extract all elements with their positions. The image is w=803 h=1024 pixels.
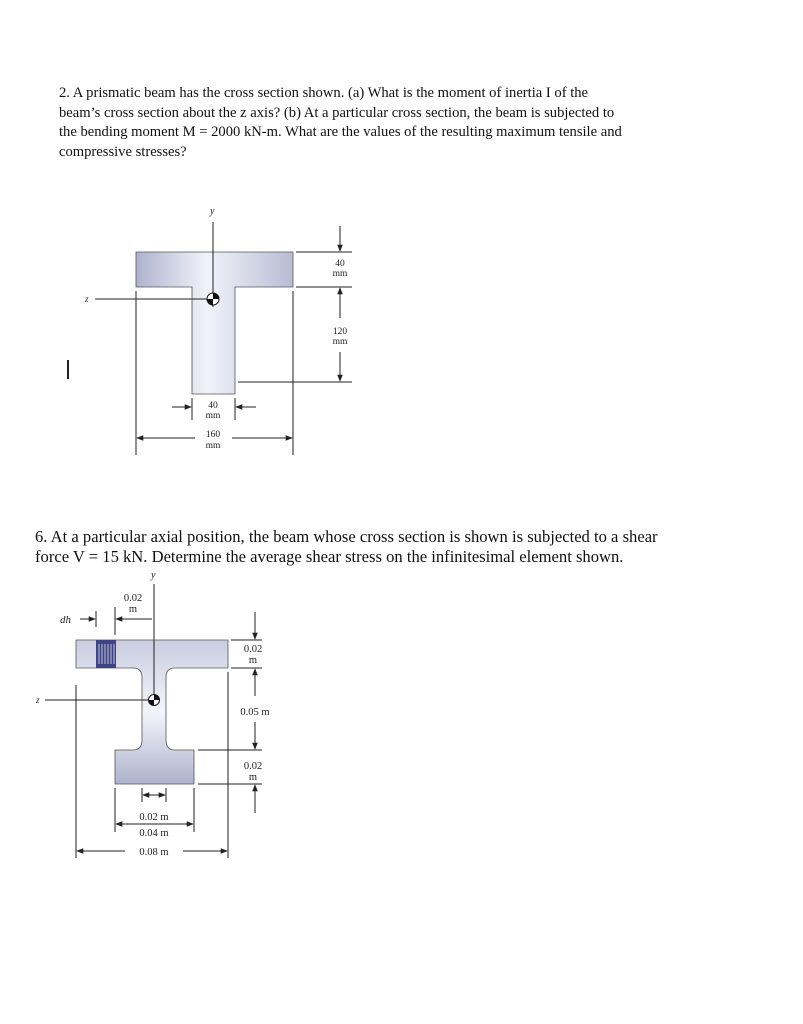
- problem-2-line-1: 2. A prismatic beam has the cross section shown. (a) What is the moment of inertia I of the: [59, 85, 589, 101]
- flange-thickness-unit: mm: [332, 269, 348, 279]
- figure-2-i-section: [35, 570, 270, 858]
- flange-thickness-value: 40: [335, 259, 345, 269]
- bottom-flange-unit: m: [248, 772, 258, 783]
- problem-6-line-2: force V = 15 kN. Determine the average shear stress on the infinitesimal element shown.: [35, 547, 624, 566]
- problem-2-line-4: compressive stresses?: [59, 143, 187, 160]
- top-offset-unit: m: [128, 604, 138, 615]
- web-width-value: 40: [208, 401, 218, 411]
- web-height-value: 120: [332, 327, 348, 337]
- infinitesimal-element-icon: [96, 640, 116, 668]
- problem-2-line-2: beam’s cross section about the z axis? (b) At a particular cross section, the beam is subjected to: [59, 104, 615, 121]
- centroid-icon-2: [149, 695, 160, 706]
- t-section-shape: [136, 252, 293, 394]
- z-axis-label: z: [85, 294, 89, 304]
- problem-6-line-1: 6. At a particular axial position, the beam whose cross section is shown is subjected to a shear: [35, 527, 658, 546]
- bottom-width-value: 0.04 m: [139, 828, 169, 839]
- z-axis-label-2: z: [36, 695, 40, 705]
- bottom-flange-value: 0.02: [243, 761, 263, 772]
- web-width-unit: mm: [205, 411, 221, 421]
- problem-2-line-3: the bending moment M = 2000 kN-m. What are the values of the resulting maximum tensile and: [59, 124, 622, 141]
- y-axis-label-2: y: [151, 570, 156, 581]
- centroid-icon: [207, 293, 219, 305]
- top-width-value: 0.08 m: [139, 847, 169, 858]
- web-height-value-2: 0.05 m: [240, 707, 270, 718]
- web-width-value-2: 0.02 m: [139, 812, 169, 823]
- top-flange-unit: m: [248, 655, 258, 666]
- top-offset-value: 0.02: [123, 593, 143, 604]
- web-height-unit: mm: [332, 337, 348, 347]
- figure-1-t-section: [84, 206, 352, 455]
- dh-label: dh: [60, 614, 71, 626]
- top-flange-value: 0.02: [243, 644, 263, 655]
- flange-width-value: 160: [205, 430, 221, 440]
- y-axis-label: y: [210, 206, 215, 217]
- flange-width-unit: mm: [205, 441, 221, 451]
